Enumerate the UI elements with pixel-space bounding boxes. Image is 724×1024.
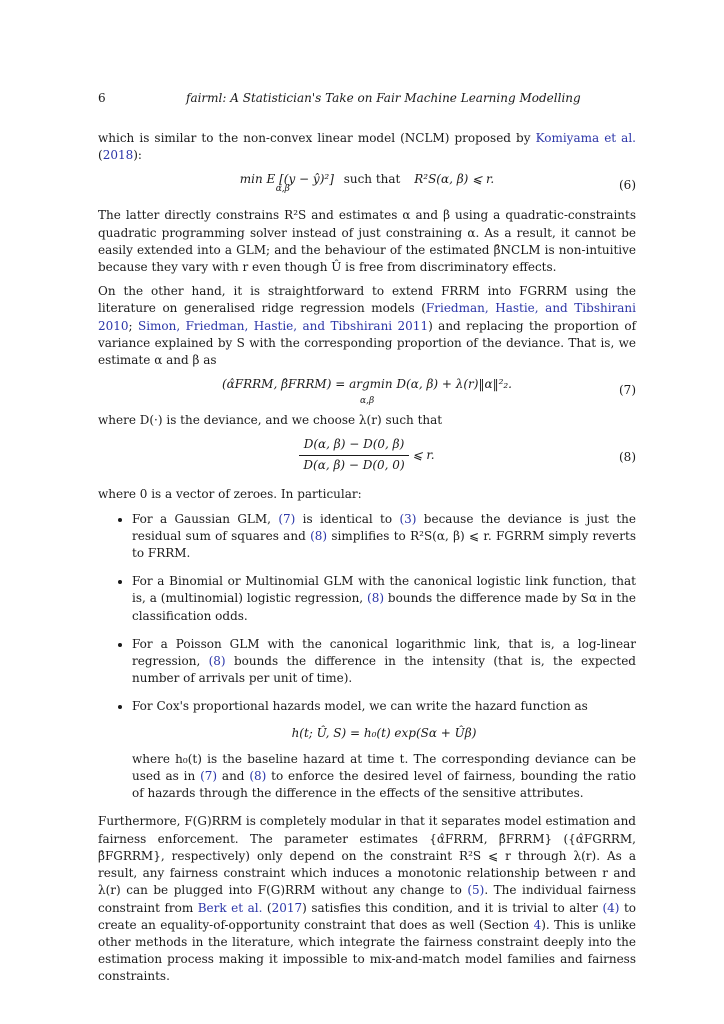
equation-7-subscript: α,β — [360, 396, 375, 407]
paragraph-fgrrm: On the other hand, it is straightforward to extend FRRM into FGRRM using the literature on generalised ridge regression models (Friedman, Hastie, and Tibshirani 2010; Simon, Friedman, Hastie, and Tibshirani 2011) and replacing the proportion of variance explained by S with the corresponding proportion of the deviance. That is, we estimate α and β as — [98, 284, 637, 368]
equation-8-denominator: D(α, β) − D(0, 0) — [303, 457, 405, 472]
citation-komiyama[interactable]: Komiyama et al. — [535, 131, 636, 145]
equation-ref[interactable]: (7) — [278, 511, 296, 526]
equation-7-number: (7) — [619, 383, 636, 398]
equation-ref[interactable]: (8) — [310, 528, 328, 543]
equation-7 — [98, 376, 636, 406]
citation-berk[interactable]: Berk et al. — [197, 900, 263, 915]
citation-friedman-2010[interactable]: Friedman, Hastie, and Tibshirani 2010 — [98, 301, 636, 333]
paragraph-nclm: The latter directly constrains R²S and estimates α and β using a quadratic-constraints quadratic programming solver instead of just constraining α. As a result, it cannot be easily extended into a GLM; and the behaviour of the estimated β̂NCLM is non-intuitive because they vary with r even though Û is free from discriminatory effects. — [98, 208, 636, 275]
list-item: • For a Poisson GLM with the canonical logarithmic link, that is, a log-linear regression, (8) bounds the difference in the intensity (that is, the expected number of arrivals per unit of time). — [132, 636, 636, 688]
citation-berk-year[interactable]: 2017 — [271, 900, 303, 915]
list-item: • For Cox's proportional hazards model, we can write the hazard function as h(t; Û, S) = h₀(t) exp(Sα + Ûβ) where h₀(t) is the baseline hazard at time t. The corresponding deviance can be used as in (7) and (8) to enforce the desired level of fairness, bounding the ratio of hazards through the difference in the effects of the sensitive attributes. — [132, 698, 636, 802]
paragraph-intro: which is similar to the non-convex linear model (NCLM) proposed by Komiyama et al. (2018): — [98, 131, 636, 163]
equation-8-numerator: D(α, β) − D(0, β) — [299, 436, 408, 455]
list-item: • For a Binomial or Multinomial GLM with the canonical logistic link function, that is, a (multinomial) logistic regression, (8) bounds the difference made by Sα in the classification odds. — [132, 573, 636, 625]
equation-ref[interactable]: (8) — [208, 654, 226, 669]
glm-bullet-list — [98, 511, 636, 803]
equation-ref[interactable]: (3) — [399, 511, 417, 526]
equation-6-lhs: min E [(y − ŷ)²] — [239, 172, 334, 187]
equation-6-rhs: R²S(α, β) ⩽ r. — [414, 172, 495, 187]
equation-8-relation: ⩽ r. — [412, 447, 435, 462]
equation-6-number: (6) — [619, 178, 636, 193]
section-ref[interactable]: 4 — [533, 917, 542, 932]
equation-8-fraction — [299, 436, 408, 473]
equation-ref[interactable]: (5) — [467, 883, 485, 898]
equation-6 — [98, 171, 636, 201]
list-item: • For a Gaussian GLM, (7) is identical to (3) because the deviance is just the residual sum of squares and (8) simplifies to R²S(α, β) ⩽ r. FGRRM simply reverts to FRRM. — [132, 511, 636, 563]
page-body — [98, 130, 636, 993]
paragraph-zeroes: where 0 is a vector of zeroes. In particular: — [98, 487, 362, 502]
equation-8 — [98, 436, 636, 480]
equation-6-subscript: α,β — [275, 184, 290, 195]
equation-7-body: (α̂FRRM, β̂FRRM) = argmin D(α, β) + λ(r)‖α‖²₂. — [222, 377, 512, 392]
equation-ref[interactable]: (8) — [249, 769, 267, 784]
equation-6-condition: such that — [343, 172, 401, 187]
equation-ref[interactable]: (8) — [367, 591, 385, 606]
citation-simon-2011[interactable]: Simon, Friedman, Hastie, and Tibshirani 2011 — [137, 318, 429, 333]
equation-ref[interactable]: (4) — [602, 900, 620, 915]
citation-komiyama-year[interactable]: 2018 — [102, 148, 134, 163]
hazard-equation: h(t; Û, S) = h₀(t) exp(Sα + Ûβ) — [291, 725, 477, 740]
equation-ref[interactable]: (7) — [200, 769, 218, 784]
paragraph-deviance: where D(·) is the deviance, and we choose λ(r) such that — [98, 413, 443, 428]
equation-8-number: (8) — [619, 450, 636, 465]
page-number: 6 — [98, 91, 106, 105]
running-title: fairml: A Statistician's Take on Fair Machine Learning Modelling — [186, 91, 581, 105]
paragraph-modular: Furthermore, F(G)RRM is completely modular in that it separates model estimation and fairness enforcement. The parameter estimates {α̂FRRM, β̂FRRM} ({α̂FGRRM, β̂FGRRM}, respectively) only depend on the constraint R²S ⩽ r through λ(r). As a result, any fairness constraint which induces a monotonic relationship between r and λ(r) can be plugged into F(G)RRM without any change to (5). The individual fairness constraint from Berk et al. (2017) satisfies this condition, and it is trivial to alter (4) to create an equality-of-opportunity constraint that does as well (Section 4). This is unlike other methods in the literature, which integrate the fairness constraint deeply into the estimation process making it impossible to mix-and-match model families and fairness constraints. — [98, 814, 637, 984]
page-header — [98, 91, 636, 107]
